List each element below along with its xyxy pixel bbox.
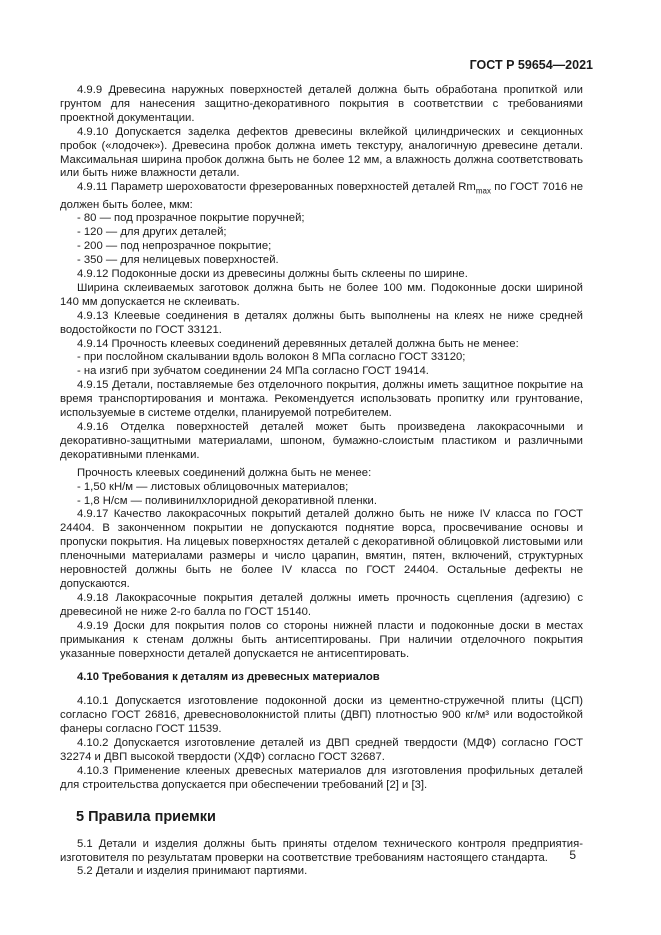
paragraph-4-10-3: 4.10.3 Применение клееных древесных материалов для изготовления профильных деталей для строительства допускается при обеспечении требований [2] и [3]. [60, 764, 583, 791]
list-item: - 350 — для нелицевых поверхностей. [77, 254, 279, 267]
paragraph-4-9-17: 4.9.17 Качество лакокрасочных покрытий деталей должно быть не ниже IV класса по ГОСТ 24404. В законченном покрытии не допускаются поднятие ворса, просвечивание основы и пропуски покрытия. На лицевых поверхностях деталей с декоративной облицовкой листовыми или пленочными материалами размеры и число царапин, вмятин, пятен, включений, структурных неровностей должны быть не более IV класса по ГОСТ 24404. Остальные дефекты не допускаются. [60, 508, 583, 590]
document-header: ГОСТ Р 59654—2021 [469, 58, 593, 72]
paragraph-4-9-12-continued: Ширина склеиваемых заготовок должна быть не более 100 мм. Подоконные доски шириной 140 мм допускается не склеивать. [60, 281, 583, 308]
list-item: - 200 — под непрозрачное покрытие; [77, 240, 272, 253]
list-item: - 80 — под прозрачное покрытие поручней; [77, 212, 305, 225]
list-item: - при послойном скалывании вдоль волокон 8 МПа согласно ГОСТ 33120; [77, 351, 466, 364]
paragraph-4-9-15: 4.9.15 Детали, поставляемые без отделочного покрытия, должны иметь защитное покрытие на время транспортирования и монтажа. Рекомендуется использовать пропитку или грунтование, используемые в системе отделки, планируемой потребителем. [60, 379, 583, 420]
subsection-heading-4-10: 4.10 Требования к деталям из древесных материалов [77, 671, 380, 684]
list-item: - 1,50 кН/м — листовых облицовочных материалов; [77, 480, 349, 493]
paragraph-4-10-2: 4.10.2 Допускается изготовление деталей из ДВП средней твердости (МДФ) согласно ГОСТ 32274 и ДВП высокой твердости (ХДФ) согласно ГОСТ 32687. [60, 737, 583, 763]
paragraph-4-9-11-text-end: по ГОСТ 7016 не должен быть более, мкм: [60, 181, 583, 211]
list-item: - 120 — для других деталей; [77, 226, 227, 239]
paragraph-4-9-11 [60, 181, 583, 212]
paragraph-4-9-16-continued: Прочность клеевых соединений должна быть не менее: [77, 466, 372, 479]
paragraph-5-1: 5.1 Детали и изделия должны быть приняты отделом технического контроля предприятия-изготовителя по результатам проверки на соответствие требованиям настоящего стандарта. [60, 837, 583, 864]
paragraph-4-10-1: 4.10.1 Допускается изготовление подоконной доски из цементно-стружечной плиты (ЦСП) согласно ГОСТ 26816, древесноволокнистой плиты (ДВП) плотностью 900 кг/м³ или водостойкой фанеры согласно ГОСТ 11539. [60, 695, 583, 736]
list-item: - 1,8 Н/см — поливинилхлоридной декоративной пленки. [77, 494, 377, 507]
section-heading-5: 5 Правила приемки [76, 808, 216, 825]
rm-max-subscript: max [475, 186, 491, 196]
page-content [60, 84, 583, 879]
paragraph-4-9-12: 4.9.12 Подоконные доски из древесины должны быть склеены по ширине. [77, 268, 468, 281]
paragraph-4-9-11-text: 4.9.11 Параметр шероховатости фрезерованных поверхностей деталей Rm [77, 181, 476, 194]
paragraph-4-9-13: 4.9.13 Клеевые соединения в деталях должны быть выполнены на клеях не ниже средней водостойкости по ГОСТ 33121. [60, 309, 583, 336]
paragraph-4-9-19: 4.9.19 Доски для покрытия полов со стороны нижней пласти и подоконные доски в местах примыкания к стенам должны быть антисептированы. При наличии отделочного покрытия указанные поверхности деталей допускается не антисептировать. [60, 619, 583, 660]
paragraph-4-9-14: 4.9.14 Прочность клеевых соединений деревянных деталей должна быть не менее: [77, 337, 519, 350]
paragraph-4-9-16: 4.9.16 Отделка поверхностей деталей может быть произведена лакокрасочными и декоративно-защитными материалами, шпоном, бумажно-слоистым пластиком и различными декоративными пленками. [60, 421, 583, 461]
list-item: - на изгиб при зубчатом соединении 24 МПа согласно ГОСТ 19414. [77, 365, 429, 378]
page-number: 5 [569, 848, 576, 862]
paragraph-5-2: 5.2 Детали и изделия принимают партиями. [77, 865, 308, 878]
paragraph-4-9-9: 4.9.9 Древесина наружных поверхностей деталей должна быть обработана пропиткой или грунтом для нанесения защитно-декоративного покрытия в соответствии с требованиями проектной документации. [60, 84, 583, 124]
paragraph-4-9-10: 4.9.10 Допускается заделка дефектов древесины вклейкой цилиндрических и секционных пробок («лодочек»). Древесина пробок должна иметь текстуру, аналогичную древесине детали. Максимальная ширина пробок должна быть не более 12 мм, а влажность должна соответствовать или быть ниже влажности детали. [60, 125, 583, 180]
paragraph-4-9-18: 4.9.18 Лакокрасочные покрытия деталей должны иметь прочность сцепления (адгезию) с древесиной не ниже 2-го балла по ГОСТ 15140. [60, 591, 583, 618]
